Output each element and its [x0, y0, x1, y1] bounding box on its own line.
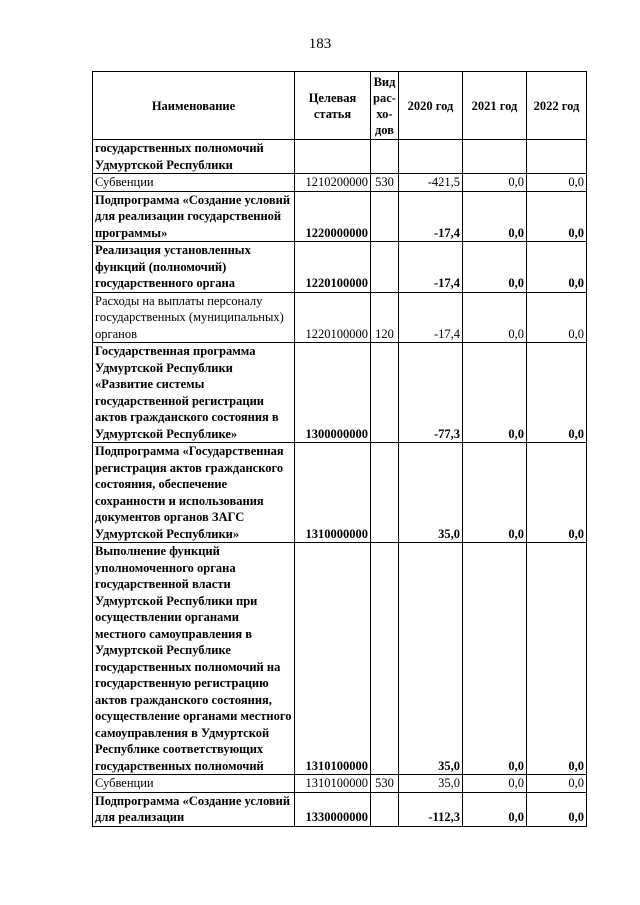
row-2021-cell: [463, 140, 527, 174]
table-header-row: [93, 72, 587, 140]
header-name: Наименование: [93, 72, 295, 140]
budget-table: [92, 71, 587, 827]
row-type-cell: [371, 191, 399, 242]
row-2022-cell: 0,0: [527, 242, 587, 293]
row-2022-cell: 0,0: [527, 775, 587, 793]
row-2021-cell: 0,0: [463, 775, 527, 793]
table-row: [93, 443, 587, 543]
row-code-cell: 1330000000: [295, 792, 371, 826]
page-number: 183: [308, 36, 332, 52]
row-name-cell: Подпрограмма «Создание условий для реализации государственной программы»: [93, 191, 295, 242]
row-2021-cell: 0,0: [463, 191, 527, 242]
row-name-cell: Подпрограмма «Создание условий для реализации: [93, 792, 295, 826]
row-code-cell: 1210200000: [295, 174, 371, 192]
header-type: Вид рас-хо-дов: [371, 72, 399, 140]
table-row: [93, 792, 587, 826]
row-2020-cell: 35,0: [399, 543, 463, 775]
row-name-cell: Реализация установленных функций (полномочий) государственного органа: [93, 242, 295, 293]
row-2020-cell: [399, 140, 463, 174]
row-2022-cell: 0,0: [527, 543, 587, 775]
row-code-cell: 1300000000: [295, 343, 371, 443]
row-code-cell: 1220100000: [295, 292, 371, 343]
header-code: Целевая статья: [295, 72, 371, 140]
row-2021-cell: 0,0: [463, 343, 527, 443]
table-row: [93, 242, 587, 293]
row-name-cell: Субвенции: [93, 775, 295, 793]
table-row: [93, 174, 587, 192]
row-name-cell: Государственная программа Удмуртской Республики «Развитие системы государственной регистрации актов гражданского состояния в Удмуртской Республике»: [93, 343, 295, 443]
row-name-cell: Субвенции: [93, 174, 295, 192]
row-name-cell: государственных полномочий Удмуртской Республики: [93, 140, 295, 174]
row-2021-cell: 0,0: [463, 292, 527, 343]
header-2022: 2022 год: [527, 72, 587, 140]
row-2021-cell: 0,0: [463, 792, 527, 826]
row-2022-cell: 0,0: [527, 292, 587, 343]
table-row: [93, 140, 587, 174]
row-2021-cell: 0,0: [463, 242, 527, 293]
row-2020-cell: -421,5: [399, 174, 463, 192]
row-2022-cell: 0,0: [527, 174, 587, 192]
row-code-cell: 1310000000: [295, 443, 371, 543]
row-type-cell: [371, 140, 399, 174]
row-type-cell: [371, 792, 399, 826]
row-name-cell: Выполнение функций уполномоченного органа государственной власти Удмуртской Республики при осуществлении органами местного самоуправления в Удмуртской Республике государственных полномочий на государственную регистрацию актов гражданского состояния, осуществление органами местного самоуправления в Удмуртской Республике соответствующих государственных полномочий: [93, 543, 295, 775]
row-2021-cell: 0,0: [463, 443, 527, 543]
table-row: [93, 292, 587, 343]
row-type-cell: 120: [371, 292, 399, 343]
row-name-cell: Расходы на выплаты персоналу государственных (муниципальных) органов: [93, 292, 295, 343]
table-row: [93, 343, 587, 443]
row-2020-cell: -112,3: [399, 792, 463, 826]
row-type-cell: [371, 443, 399, 543]
row-type-cell: 530: [371, 775, 399, 793]
row-2020-cell: -17,4: [399, 292, 463, 343]
row-code-cell: [295, 140, 371, 174]
row-2022-cell: [527, 140, 587, 174]
row-2020-cell: 35,0: [399, 443, 463, 543]
row-2021-cell: 0,0: [463, 174, 527, 192]
row-code-cell: 1220000000: [295, 191, 371, 242]
row-2022-cell: 0,0: [527, 792, 587, 826]
row-2020-cell: -17,4: [399, 191, 463, 242]
row-type-cell: [371, 543, 399, 775]
row-code-cell: 1220100000: [295, 242, 371, 293]
header-2020: 2020 год: [399, 72, 463, 140]
row-2022-cell: 0,0: [527, 443, 587, 543]
row-code-cell: 1310100000: [295, 543, 371, 775]
row-2022-cell: 0,0: [527, 191, 587, 242]
row-type-cell: 530: [371, 174, 399, 192]
row-type-cell: [371, 242, 399, 293]
row-2020-cell: 35,0: [399, 775, 463, 793]
table-row: [93, 775, 587, 793]
table-row: [93, 543, 587, 775]
row-name-cell: Подпрограмма «Государственная регистрация актов гражданского состояния, обеспечение сохранности и использования документов органов ЗАГС Удмуртской Республики»: [93, 443, 295, 543]
header-2021: 2021 год: [463, 72, 527, 140]
row-2020-cell: -17,4: [399, 242, 463, 293]
row-2021-cell: 0,0: [463, 543, 527, 775]
table-row: [93, 191, 587, 242]
row-type-cell: [371, 343, 399, 443]
row-code-cell: 1310100000: [295, 775, 371, 793]
row-2022-cell: 0,0: [527, 343, 587, 443]
row-2020-cell: -77,3: [399, 343, 463, 443]
